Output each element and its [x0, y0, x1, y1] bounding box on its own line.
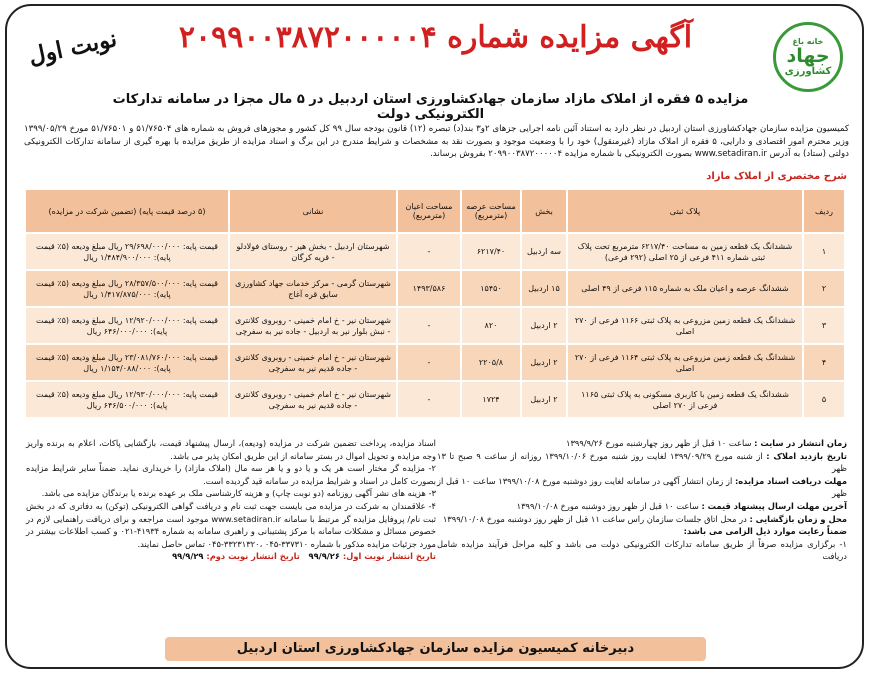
cell-plaque: ششدانگ یک قطعه زمین با کاربری مسکونی به پلاک ثبتی ۱۱۶۵ فرعی از ۲۷۰ اصلی: [567, 381, 803, 418]
opening-line: [437, 513, 847, 526]
header-building: مساحت اعیان (مترمربع): [397, 189, 461, 233]
table-header-row: [25, 189, 845, 233]
cell-plaque: ششدانگ یک قطعه زمین مزروعی به پلاک ثبتی ۱۱۶۶ فرعی از ۲۷۰ اصلی: [567, 307, 803, 344]
ad-title: آگهی مزایده شماره ۲۰۹۹۰۰۳۸۷۲۰۰۰۰۰۴: [178, 20, 693, 55]
deadline-line: [437, 500, 847, 513]
header-price: (۵ درصد قیمت پایه) (تضمین شرکت در مزایده): [25, 189, 229, 233]
table-row: [25, 233, 845, 270]
cell-area: ۱۵۴۵۰: [461, 270, 521, 307]
condition-2: ۲- مزایده گر مختار است هر یک و یا دو و یا هر سه مال (املاک مازاد) را خریداری نماید. ضمناً سایر شرایط مزایده بصورت کامل در اسناد و شرایط مزایده در سامانه قید گردیده است.: [26, 463, 436, 486]
cell-section: ۲ اردبیل: [521, 307, 567, 344]
cell-section: سه اردبیل: [521, 233, 567, 270]
cell-price: قیمت پایه: ۱۲/۹۳۰/۰۰۰/۰۰۰ ریال مبلغ ودیعه (۵٪ قیمت پایه): ۶۴۶/۵۰۰/۰۰۰ ریال: [25, 381, 229, 418]
logo-main-text: جهاد: [786, 45, 830, 67]
logo-bottom-text: کشاورزی: [784, 66, 832, 77]
jihad-logo: [773, 22, 843, 92]
header-address: نشانی: [229, 189, 397, 233]
cell-plaque: ششدانگ یک قطعه زمین به مساحت ۶۲۱۷/۴۰ مترمربع تحت پلاک ثبتی شماره ۴۱۱ فرعی از ۲۵ اصلی (۲۹۲ فرعی): [567, 233, 803, 270]
site-publication-line: [437, 437, 847, 450]
table-row: [25, 344, 845, 381]
condition-3: ۳- هزینه های نشر آگهی روزنامه (دو نوبت چاپ) و هزینه کارشناسی ملک بر عهده برنده یا برندگان مزایده می باشد.: [41, 488, 436, 499]
deadline-text: ساعت ۱۰ قبل از ظهر روز دوشنبه مورخ ۱۳۹۹/۱۰/۰۸: [516, 500, 699, 511]
cell-section: ۱۵ اردبیل: [521, 270, 567, 307]
site-pub-text: ساعت ۱۰ قبل از ظهر روز چهارشنبه مورخ ۱۳۹۹/۹/۲۶: [566, 438, 752, 448]
cell-building: -: [397, 344, 461, 381]
conditions-column: [26, 437, 436, 563]
cell-address: شهرستان اردبیل - بخش هیر - روستای فولادلو - قریه کرگان: [229, 233, 397, 270]
cell-section: ۲ اردبیل: [521, 344, 567, 381]
round-label: نوبت اول: [26, 24, 120, 71]
header-area: مساحت عرصه (مترمربع): [461, 189, 521, 233]
section-title: شرح مختصری از املاک مازاد: [706, 171, 847, 182]
publication-dates: [26, 550, 436, 563]
cell-price: قیمت پایه: ۲۳/۰۸۱/۷۶۰/۰۰۰ ریال مبلغ ودیعه (۵٪ قیمت پایه): ۱/۱۵۴/۰۸۸/۰۰۰ ریال: [25, 344, 229, 381]
cell-building: -: [397, 233, 461, 270]
opening-label: محل و زمان بازگشایی :: [749, 513, 847, 524]
schedule-column: [437, 437, 847, 563]
cell-building: -: [397, 307, 461, 344]
table-row: [25, 307, 845, 344]
intro-paragraph: کمیسیون مزایده سازمان جهادکشاورزی استان اردبیل در نظر دارد به استناد آئین نامه اجرایی جزهای ۲و۳ بند(د) تبصره (۱۲) قانون بودجه سال ۹۹ کل کشور و مجوزهای فروش به شماره های ۵۱/۷۶۵۰۴ و ۵۱/۷۶۵۰۱ مورخ ۱۳۹۹/۰۵/۲۹ وزیر محترم امور اقتصادی و دارایی، ۵ فقره از املاک مازاد (غیرمنقول) خود را با وضعیت موجود و بصورت نقد به مشخصات و شرایط مندرج در این برگ و اسناد مزایده از طریق مزایده با بهره گیری از سامانه تدارکات الکترونیکی دولتی (ستاد) به آدرس www.setadiran.ir بصورت الکترونیکی با شماره مزایده ۲۰۹۹۰۰۳۸۷۲۰۰۰۰۰۴ بفروش برساند.: [24, 124, 849, 159]
logo-top-text: خانه باغ: [792, 37, 824, 46]
cell-plaque: ششدانگ عرصه و اعیان ملک به شماره ۱۱۵ فرعی از ۴۹ اصلی: [567, 270, 803, 307]
cell-row-no: ۵: [803, 381, 845, 418]
site-pub-label: زمان انتشار در سایت :: [754, 438, 847, 448]
pub2-label: تاریخ انتشار نوبت دوم:: [206, 551, 300, 562]
opening-text: در محل اتاق جلسات سازمان راس ساعت ۱۱ قبل از ظهر روز دوشنبه مورخ ۱۳۹۹/۱۰/۰۸: [442, 513, 747, 524]
condition-1-cont: اسناد مزایده، پرداخت تضمین شرکت در مزایده (ودیعه)، ارسال پیشنهاد قیمت، بازگشایی پاکات، اعلام به برنده واریز وجه مزایده و تحویل اموال در بستر سامانه از این طریق امکان پذیر می باشد.: [26, 438, 436, 461]
cell-price: قیمت پایه: ۲۹/۶۹۸/۰۰۰/۰۰۰ ریال مبلغ ودیعه (۵٪ قیمت پایه): ۱/۴۸۴/۹۰۰/۰۰۰ ریال: [25, 233, 229, 270]
header-section: بخش: [521, 189, 567, 233]
header-row-no: ردیف: [803, 189, 845, 233]
cell-row-no: ۴: [803, 344, 845, 381]
notes-label: ضمناً رعایت موارد ذیل الزامی می باشد:: [683, 526, 847, 537]
cell-address: شهرستان نیر - خ امام خمینی - روبروی کلانتری - جاده قدیم نیر به سفرچی: [229, 381, 397, 418]
deadline-label: آخرین مهلت ارسال پیشنهاد قیمت :: [701, 500, 847, 511]
note-1: ۱- برگزاری مزایده صرفاً از طریق سامانه تدارکات الکترونیکی دولت می باشد و کلیه مراحل فرآیند مزایده شامل دریافت: [437, 538, 847, 562]
pub2-date: ۹۹/۹/۲۹: [172, 551, 204, 562]
cell-price: قیمت پایه: ۱۲/۹۲۰/۰۰۰/۰۰۰ ریال مبلغ ودیعه (۵٪ قیمت پایه): ۶۴۶/۰۰۰/۰۰۰ ریال: [25, 307, 229, 344]
docs-label: مهلت دریافت اسناد مزایده:: [734, 475, 847, 486]
footer-secretariat: دبیرخانه کمیسیون مزایده سازمان جهادکشاورزی استان اردبیل: [165, 637, 706, 661]
cell-building: -: [397, 381, 461, 418]
properties-table: [24, 188, 846, 419]
cell-address: شهرستان گرمی - مرکز خدمات جهاد کشاورزی سابق قره آغاج: [229, 270, 397, 307]
cell-row-no: ۱: [803, 233, 845, 270]
header-plaque: پلاک ثبتی: [567, 189, 803, 233]
cell-area: ۶۲۱۷/۴۰: [461, 233, 521, 270]
condition-4: ۴- علاقمندان به شرکت در مزایده می بایست جهت ثبت نام و دریافت گواهی الکترونیکی (توکن) به دفاتری که در بخش ثبت نام/ پروفایل مزایده گر مرتبط با سامانه www.setadiran.ir موجود است مراجعه و برای دریافت راهنمایی لازم در خصوص مسائل و مشکلات سامانه با مرکز پشتیبانی و راهبری سامانه به شماره ۴۱۹۳۴-۰۲۱ و کسب اطلاعات بیشتر در مورد جزئیات مزایده مذکور با شماره ۳۳۷۳۱۰-۰۴۵ ،۳۳۲۳۱۳۲۰-۰۴۵ تماس حاصل نمایند.: [26, 500, 436, 549]
pub1-label: تاریخ انتشار نوبت اول:: [342, 551, 436, 562]
cell-building: ۱۴۹۳/۵۸۶: [397, 270, 461, 307]
visit-label: تاریخ بازدید املاک :: [766, 450, 847, 461]
cell-area: ۸۲۰: [461, 307, 521, 344]
table-row: [25, 270, 845, 307]
cell-section: ۲ اردبیل: [521, 381, 567, 418]
ad-subtitle: مزایده ۵ فقره از املاک مازاد سازمان جهادکشاورزی استان اردبیل در ۵ مال مجزا در سامانه تدارکات الکترونیکی دولت: [112, 92, 749, 122]
pub1-date: ۹۹/۹/۲۶: [308, 551, 340, 562]
cell-price: قیمت پایه: ۲۸/۳۵۷/۵۰۰/۰۰۰ ریال مبلغ ودیعه (۵٪ قیمت پایه): ۱/۴۱۷/۸۷۵/۰۰۰ ریال: [25, 270, 229, 307]
cell-row-no: ۲: [803, 270, 845, 307]
cell-row-no: ۳: [803, 307, 845, 344]
docs-line: [437, 475, 847, 500]
visit-text: از شنبه مورخ ۱۳۹۹/۰۹/۲۹ لغایت روز شنبه مورخ ۱۳۹۹/۱۰/۰۶ روزانه از ساعت ۹ صبح تا ۱۳ ظهر: [437, 450, 847, 474]
cell-address: شهرستان نیر - خ امام خمینی - روبروی کلانتری - نبش بلوار نیر به اردبیل - جاده نیر به سفرچی: [229, 307, 397, 344]
visit-line: [437, 450, 847, 475]
docs-text: از زمان انتشار آگهی در سامانه لغایت روز دوشنبه مورخ ۱۳۹۹/۱۰/۰۸ ساعت ۱۰ قبل از ظهر: [437, 475, 847, 499]
cell-address: شهرستان نیر - خ امام خمینی - روبروی کلانتری - جاده قدیم نیر به سفرچی: [229, 344, 397, 381]
table-row: [25, 381, 845, 418]
cell-area: ۱۷۲۴: [461, 381, 521, 418]
cell-plaque: ششدانگ یک قطعه زمین مزروعی به پلاک ثبتی ۱۱۶۴ فرعی از ۲۷۰ اصلی: [567, 344, 803, 381]
cell-area: ۲۲۰۵/۸: [461, 344, 521, 381]
